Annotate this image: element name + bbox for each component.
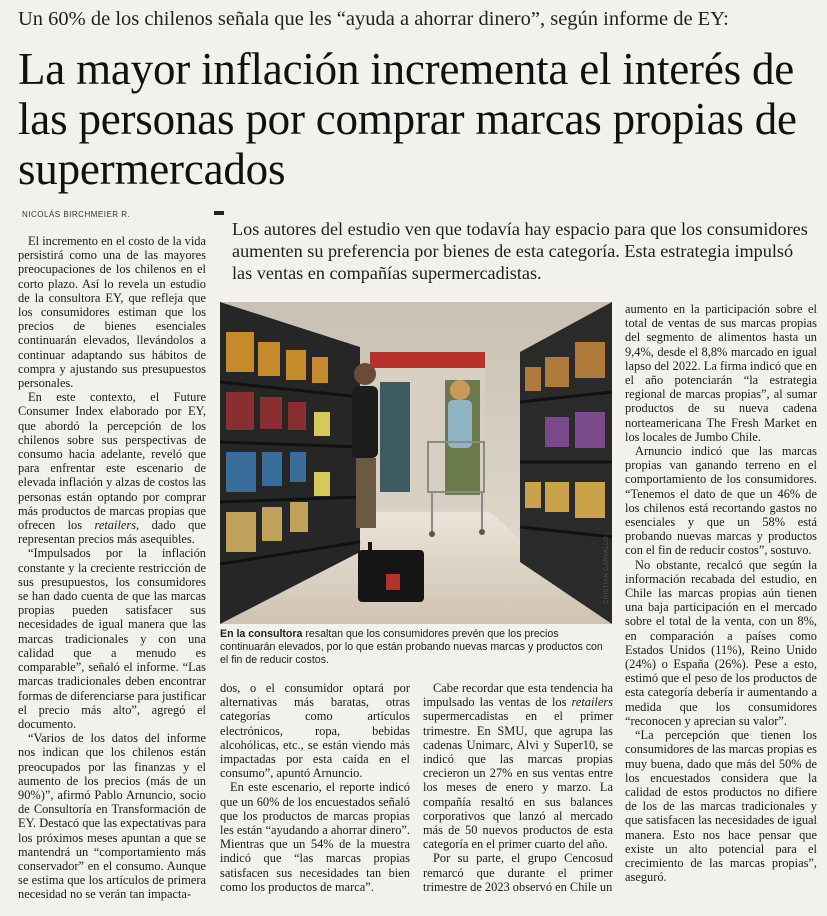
paragraph: Por su parte, el grupo Cencosud remarcó que durante el primer trimestre de 2023 observó en Chile un bbox=[423, 851, 613, 894]
paragraph bbox=[18, 390, 206, 546]
paragraph: “Varios de los datos del informe nos indican que los chilenos están preocupados por las finanzas y el aumento de los precios (más de un 90%)”, afirmó Pablo Arnuncio, socio de Consultoría en Transformación de EY. Destacó que las expectativas para los próximos meses apuntan a que se mantendrá un “comportamiento más conservador” en el consumo. Aunque se estima que los artículos de primera necesidad no se verán tan impacta- bbox=[18, 731, 206, 902]
paragraph: dos, o el consumidor optará por alternativas más baratas, otras categorías como artículos electrónicos, ropa, bebidas alcohólicas, etc., se están viendo más impactadas por esta caída en el consumo”, apuntó Arnuncio. bbox=[220, 681, 410, 781]
article-column-1 bbox=[18, 234, 206, 910]
article-column-2 bbox=[220, 681, 410, 911]
article-column-3 bbox=[423, 681, 613, 911]
text-run: , dado que representan precios más asequibles. bbox=[18, 518, 206, 547]
paragraph bbox=[423, 681, 613, 851]
paragraph: Arnuncio indicó que las marcas propias van ganando terreno en el comportamiento de los consumidores. “Tenemos el dato de que un 46% de los chilenos está recortando gastos no esenciales y que un 58% está probando nuevas marcas y productos con el fin de reducir costos”, sostuvo. bbox=[625, 444, 817, 558]
italic-term: retailers bbox=[94, 518, 137, 533]
photo-credit: CRISTIAN CARVALLO bbox=[604, 536, 610, 604]
supermarket-aisle-illustration bbox=[220, 302, 612, 624]
kicker: Un 60% de los chilenos señala que les “ayuda a ahorrar dinero”, según informe de EY: bbox=[18, 8, 729, 30]
paragraph: “Impulsados por la inflación constante y la creciente restricción de sus presupuestos, los consumidores se han dado cuenta de que las marcas propias pueden satisfacer sus necesidades de igual manera que las marcas tradicionales y con una calidad que a menudo es comparable”, señaló el informe. “Las marcas tradicionales deben encontrar formas de diferenciarse para justificar el precio más alto”, agregó el documento. bbox=[18, 546, 206, 731]
supermarket-photo bbox=[220, 302, 612, 624]
paragraph: “La percepción que tienen los consumidores de las marcas propias es muy buena, dado que más del 50% de los encuestados considera que la calidad de estos productos no difiere de los de las marcas tradicionales y que satisfacen las necesidades de igual manera. Esto nos hace pensar que existe un alto potencial para el crecimiento de las marcas propias”, aseguró. bbox=[625, 728, 817, 885]
byline: NICOLÁS BIRCHMEIER R. bbox=[22, 210, 131, 219]
paragraph: No obstante, recalcó que según la información recabada del estudio, en Chile las marcas propias aún tienen una baja participación en el mercado sobre el total de la venta, con un 8%, en comparación a países como Estados Unidos (11%), Reino Unido (24%) o España (26%). Pese a esto, estimó que el peso de los productos de esta categoría debería ir aumentando a medida que los consumidores “reconocen y aprecian su valor”. bbox=[625, 557, 817, 728]
deck: Los autores del estudio ven que todavía hay espacio para que los consumidores aumenten su preferencia por bienes de esta categoría. Esta estrategia impulsó las ventas en compañías supermercadistas. bbox=[232, 219, 808, 283]
headline: La mayor inflación incrementa el interés de las personas por comprar marcas propias de supermercados bbox=[18, 44, 797, 194]
photo-caption bbox=[220, 628, 612, 667]
article-column-4 bbox=[625, 302, 817, 912]
text-run: Cabe recordar que esta tendencia ha impulsado las ventas de los bbox=[423, 681, 613, 710]
paragraph: El incremento en el costo de la vida persistirá como una de las mayores preocupaciones de los chilenos en el corto plazo. Así lo revela un estudio de la consultora EY, que refleja que los consumidores estiman que los precios de bienes esenciales continuarán elevados, llevándolos a continuar adaptando sus hábitos de compra y ajustando sus presupuestos personales. bbox=[18, 234, 206, 391]
text-run: En este contexto, el Future Consumer Index elaborado por EY, que abordó la percepción de los chilenos sobre sus perspectivas de consumo hacia adelante, reveló que para enfrentar este escenario de elevada inflación y alzas de costos las personas están optando por comprar más productos de marcas propias que ofrecen los bbox=[18, 390, 206, 533]
italic-term: retailers bbox=[571, 695, 613, 710]
caption-text: resaltan que los consumidores prevén que los precios continuarán elevados, por lo que están probando nuevas marcas y productos con el fin de reducir costos. bbox=[220, 628, 603, 666]
deck-rule bbox=[214, 211, 224, 215]
caption-lead: En la consultora bbox=[220, 628, 303, 640]
paragraph: aumento en la participación sobre el total de ventas de sus marcas propias del segmento de alimentos hasta un 9,4%, desde el 8,8% marcado en igual lapso del 2022. La firma indicó que en el año potenciarán “la estrategia regional de marcas propias”, al sumar productos de su nueva cadena norteamericana The Fresh Market en los locales de Jumbo Chile. bbox=[625, 302, 817, 444]
text-run: supermercadistas en el primer trimestre. En SMU, que agrupa las cadenas Unimarc, Alvi y Super10, se indicó que las marcas propias crecieron un 27% en sus ventas entre los meses de enero y marzo. La compañía resaltó en sus balances corporativos que lanzó al mercado más de 50 nuevos productos de esta categoría en el primer cuarto del año. bbox=[423, 709, 613, 852]
paragraph: En este escenario, el reporte indicó que un 60% de los encuestados señaló que los productos de marcas propias les están “ayudando a ahorrar dinero”. Mientras que un 54% de la muestra indicó que “las marcas propias satisfacen sus necesidades tan bien como los productos de marca”. bbox=[220, 780, 410, 894]
